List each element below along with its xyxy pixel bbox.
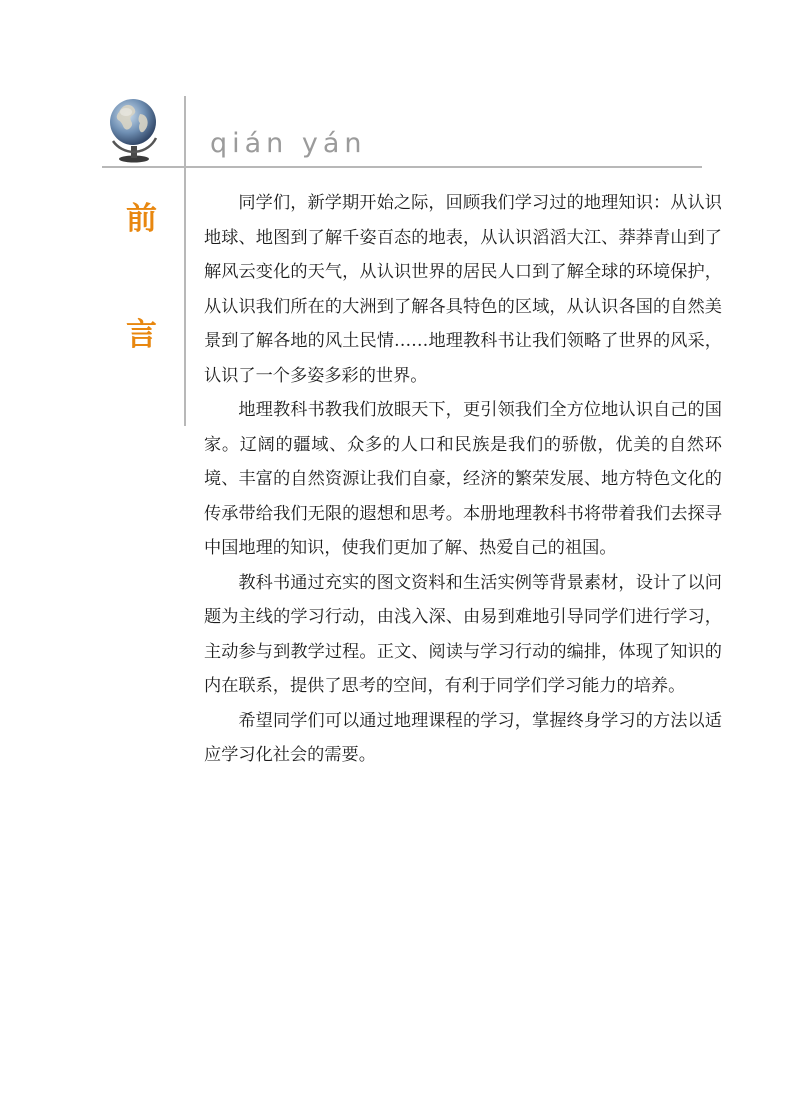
pinyin-heading: qián yán [210,128,367,159]
preface-body [204,186,722,773]
paragraph: 希望同学们可以通过地理课程的学习，掌握终身学习的方法以适应学习化社会的需要。 [204,710,722,765]
paragraph: 同学们，新学期开始之际，回顾我们学习过的地理知识：从认识地球、地图到了解千姿百态的地表，从认识滔滔大江、莽莽青山到了解风云变化的天气，从认识世界的居民人口到了解全球的环境保护，从认识我们所在的大洲到了解各具特色的区域，从认识各国的自然美景到了解各地的风土民情……地理教科书让我们领略了世界的风采，认识了一个多姿多彩的世界。 [204,193,722,386]
globe-icon [104,96,164,164]
horizontal-divider [102,166,702,168]
title-char-yan: 言 [126,317,157,353]
title-char-qian: 前 [126,201,157,237]
paragraph: 地理教科书教我们放眼天下，更引领我们全方位地认识自己的国家。辽阔的疆域、众多的人口和民族是我们的骄傲，优美的自然环境、丰富的自然资源让我们自豪，经济的繁荣发展、地方特色文化的传承带给我们无限的遐想和思考。本册地理教科书将带着我们去探寻中国地理的知识，使我们更加了解、热爱自己的祖国。 [204,400,722,558]
paragraph: 教科书通过充实的图文资料和生活实例等背景素材，设计了以问题为主线的学习行动，由浅入深、由易到难地引导同学们进行学习，主动参与到教学过程。正文、阅读与学习行动的编排，体现了知识的内在联系，提供了思考的空间，有利于同学们学习能力的培养。 [204,572,722,696]
vertical-divider [184,96,186,426]
